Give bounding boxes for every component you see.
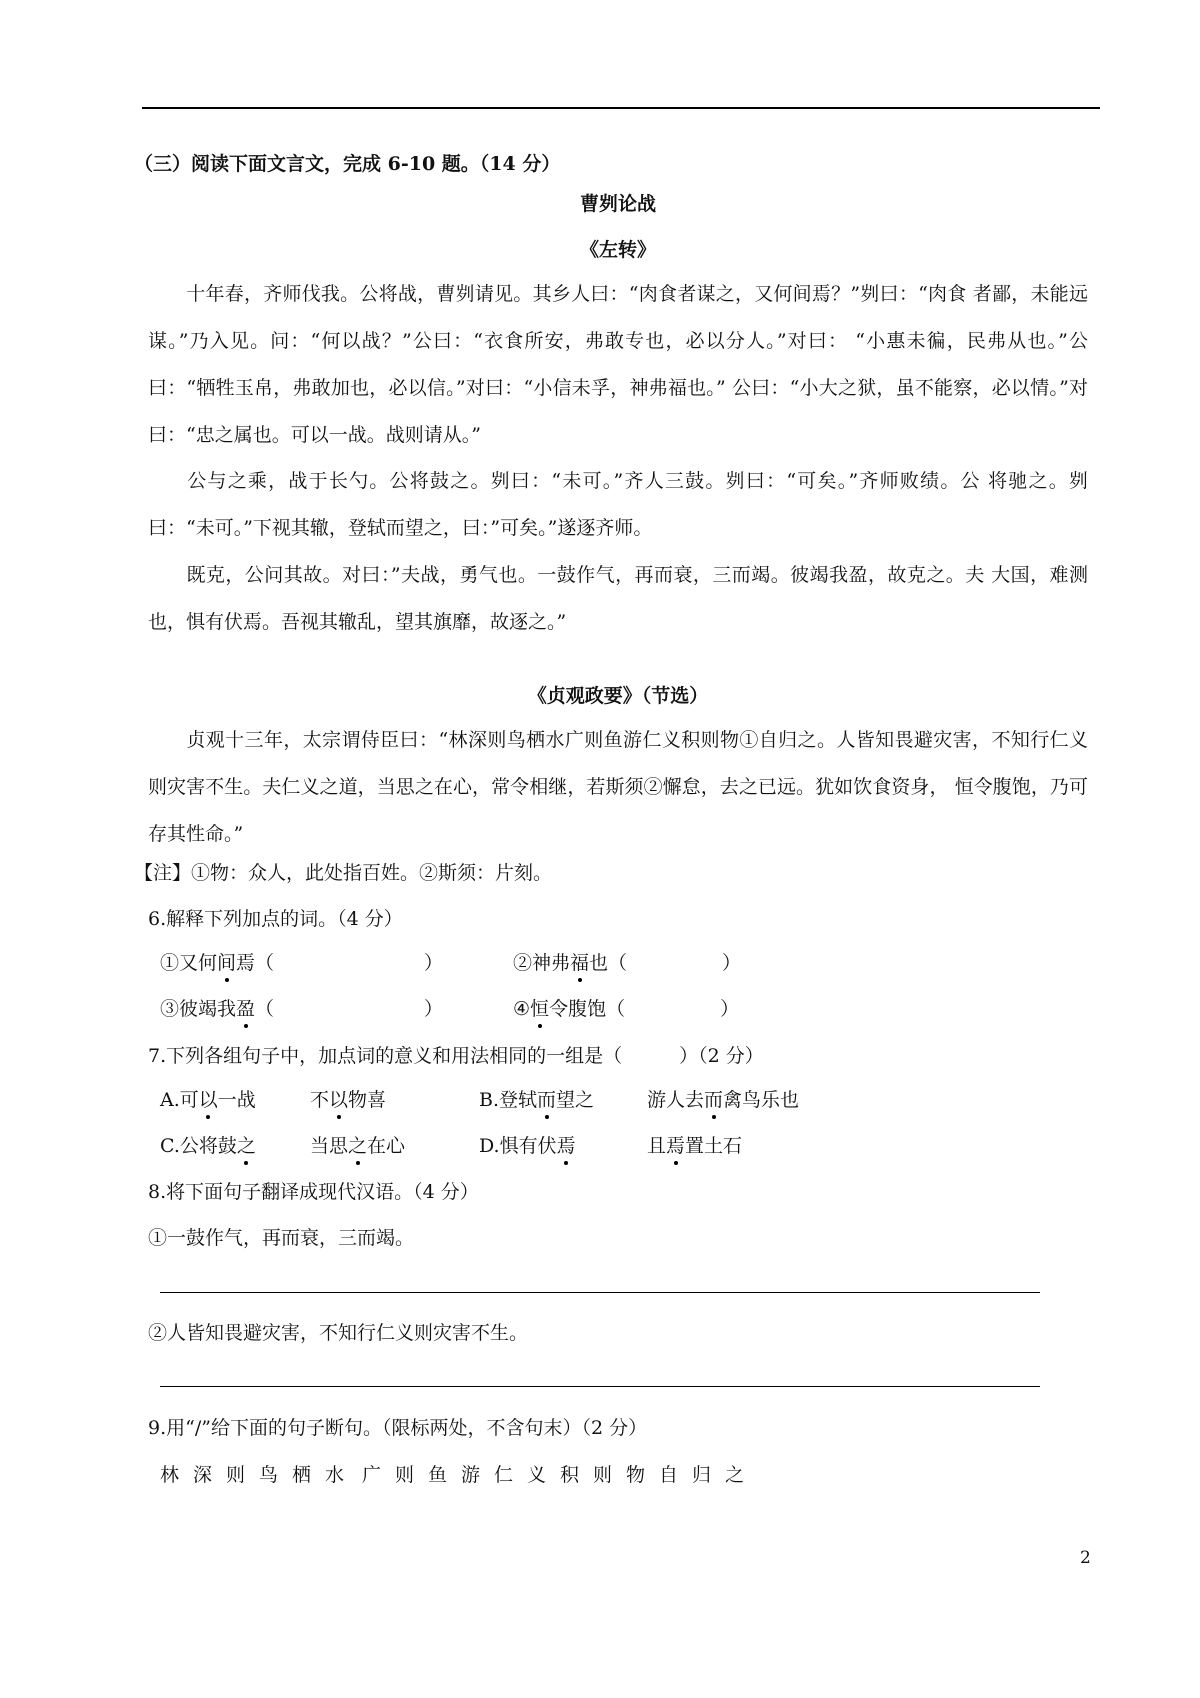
dotted-char: 盈: [236, 998, 256, 1020]
q6-item-3: ③彼竭我盈（ ）: [160, 998, 444, 1020]
dotted-char: 以: [198, 1089, 218, 1111]
text2-title: 《贞观政要》（节选）: [527, 685, 709, 707]
q6-item-4: ④恒令腹饱（ ）: [513, 998, 740, 1020]
q7-option-c2: 当思之在心: [310, 1135, 406, 1157]
q7-option-b1: B.登轼而望之: [479, 1089, 595, 1111]
q7-option-a1: A.可以一战: [160, 1089, 256, 1111]
text2-paragraph-text: 贞观十三年，太宗谓侍臣曰：“林深则鸟栖水广则鱼游仁义积则物①自归之。人皆知畏避灾害，不知行仁义则灾害不生。夫仁义之道，当思之在心，常令相继，若斯须②懈怠，去之已远。犹如饮食资身， 恒令腹饱，乃可存其性命。”: [148, 729, 1088, 845]
dotted-char: 之: [348, 1135, 368, 1157]
q8-answer-line-1[interactable]: [160, 1292, 1040, 1293]
q9-sentence: 林深则鸟栖水 广则鱼游仁义积则物自归之: [160, 1464, 759, 1486]
text2-paragraph: [148, 717, 1088, 858]
q7-option-a2: 不以物喜: [310, 1089, 387, 1111]
q8-stem: 8.将下面句子翻译成现代汉语。（4 分）: [148, 1181, 479, 1203]
text2-note: 【注】①物：众人，此处指百姓。②斯须：片刻。: [134, 862, 553, 884]
text1-paragraph-2-text: 公与之乘，战于长勺。公将鼓之。刿曰：“未可。”齐人三鼓。刿曰：“可矣。”齐师败绩。公 将驰之。刿曰：“未可。”下视其辙，登轼而望之，曰：”可矣。”遂逐齐师。: [148, 470, 1088, 539]
q7-stem: 7.下列各组句子中，加点词的意义和用法相同的一组是（ ）（2 分）: [148, 1045, 764, 1067]
q6-item-1: ①又何间焉（ ）: [160, 952, 444, 974]
text1-title: 曹刿论战: [579, 193, 656, 215]
q7-option-b2: 游人去而禽鸟乐也: [647, 1089, 800, 1111]
text1-source: 《左转》: [579, 239, 656, 261]
dotted-char: 恒: [530, 998, 550, 1020]
dotted-char: 焉: [556, 1135, 576, 1157]
dotted-char: 之: [236, 1135, 256, 1157]
dotted-char: 间: [217, 952, 237, 974]
dotted-char: 焉: [666, 1135, 686, 1157]
q8-sentence-2: ②人皆知畏避灾害，不知行仁义则灾害不生。: [148, 1322, 529, 1344]
q7-option-d1: D.惧有伏焉: [479, 1135, 576, 1157]
page-number: 2: [1080, 1548, 1091, 1568]
q6-stem: 6.解释下列加点的词。（4 分）: [148, 908, 403, 930]
text1-paragraph-1: [148, 271, 1088, 459]
text1-paragraph-1-text: 十年春，齐师伐我。公将战，曹刿请见。其乡人曰：“肉食者谋之，又何间焉？”刿曰：“肉食 者鄙，未能远谋。”乃入见。问：“何以战？”公曰：“衣食所安，弗敢专也，必以分人。”对曰： “小惠未徧，民弗从也。”公曰：“牺牲玉帛，弗敢加也，必以信。”对曰：“小信未孚，神弗福也。” 公曰：“小大之狱，虽不能察，必以情。”对曰：“忠之属也。可以一战。战则请从。”: [148, 283, 1088, 446]
text1-paragraph-3-text: 既克，公问其故。对曰：”夫战，勇气也。一鼓作气，再而衰，三而竭。彼竭我盈，故克之。夫 大国，难测也，惧有伏焉。吾视其辙乱，望其旗靡，故逐之。”: [148, 564, 1088, 633]
q8-sentence-1: ①一鼓作气，再而衰，三而竭。: [148, 1227, 415, 1249]
q7-option-c1: C.公将鼓之: [160, 1135, 256, 1157]
section-heading: （三）阅读下面文言文，完成 6-10 题。（14 分）: [134, 153, 561, 175]
text1-paragraph-3: [148, 552, 1088, 646]
header-rule: [142, 107, 1100, 109]
dotted-char: 福: [570, 952, 590, 974]
text1-paragraph-2: [148, 458, 1088, 552]
dotted-char: 以: [329, 1089, 349, 1111]
q8-answer-line-2[interactable]: [160, 1386, 1040, 1387]
q6-item-2: ②神弗福也（ ）: [513, 952, 742, 974]
dotted-char: 而: [537, 1089, 557, 1111]
q7-option-d2: 且焉置土石: [647, 1135, 743, 1157]
q9-stem: 9.用“/”给下面的句子断句。（限标两处，不含句末）（2 分）: [148, 1417, 648, 1439]
dotted-char: 而: [704, 1089, 724, 1111]
